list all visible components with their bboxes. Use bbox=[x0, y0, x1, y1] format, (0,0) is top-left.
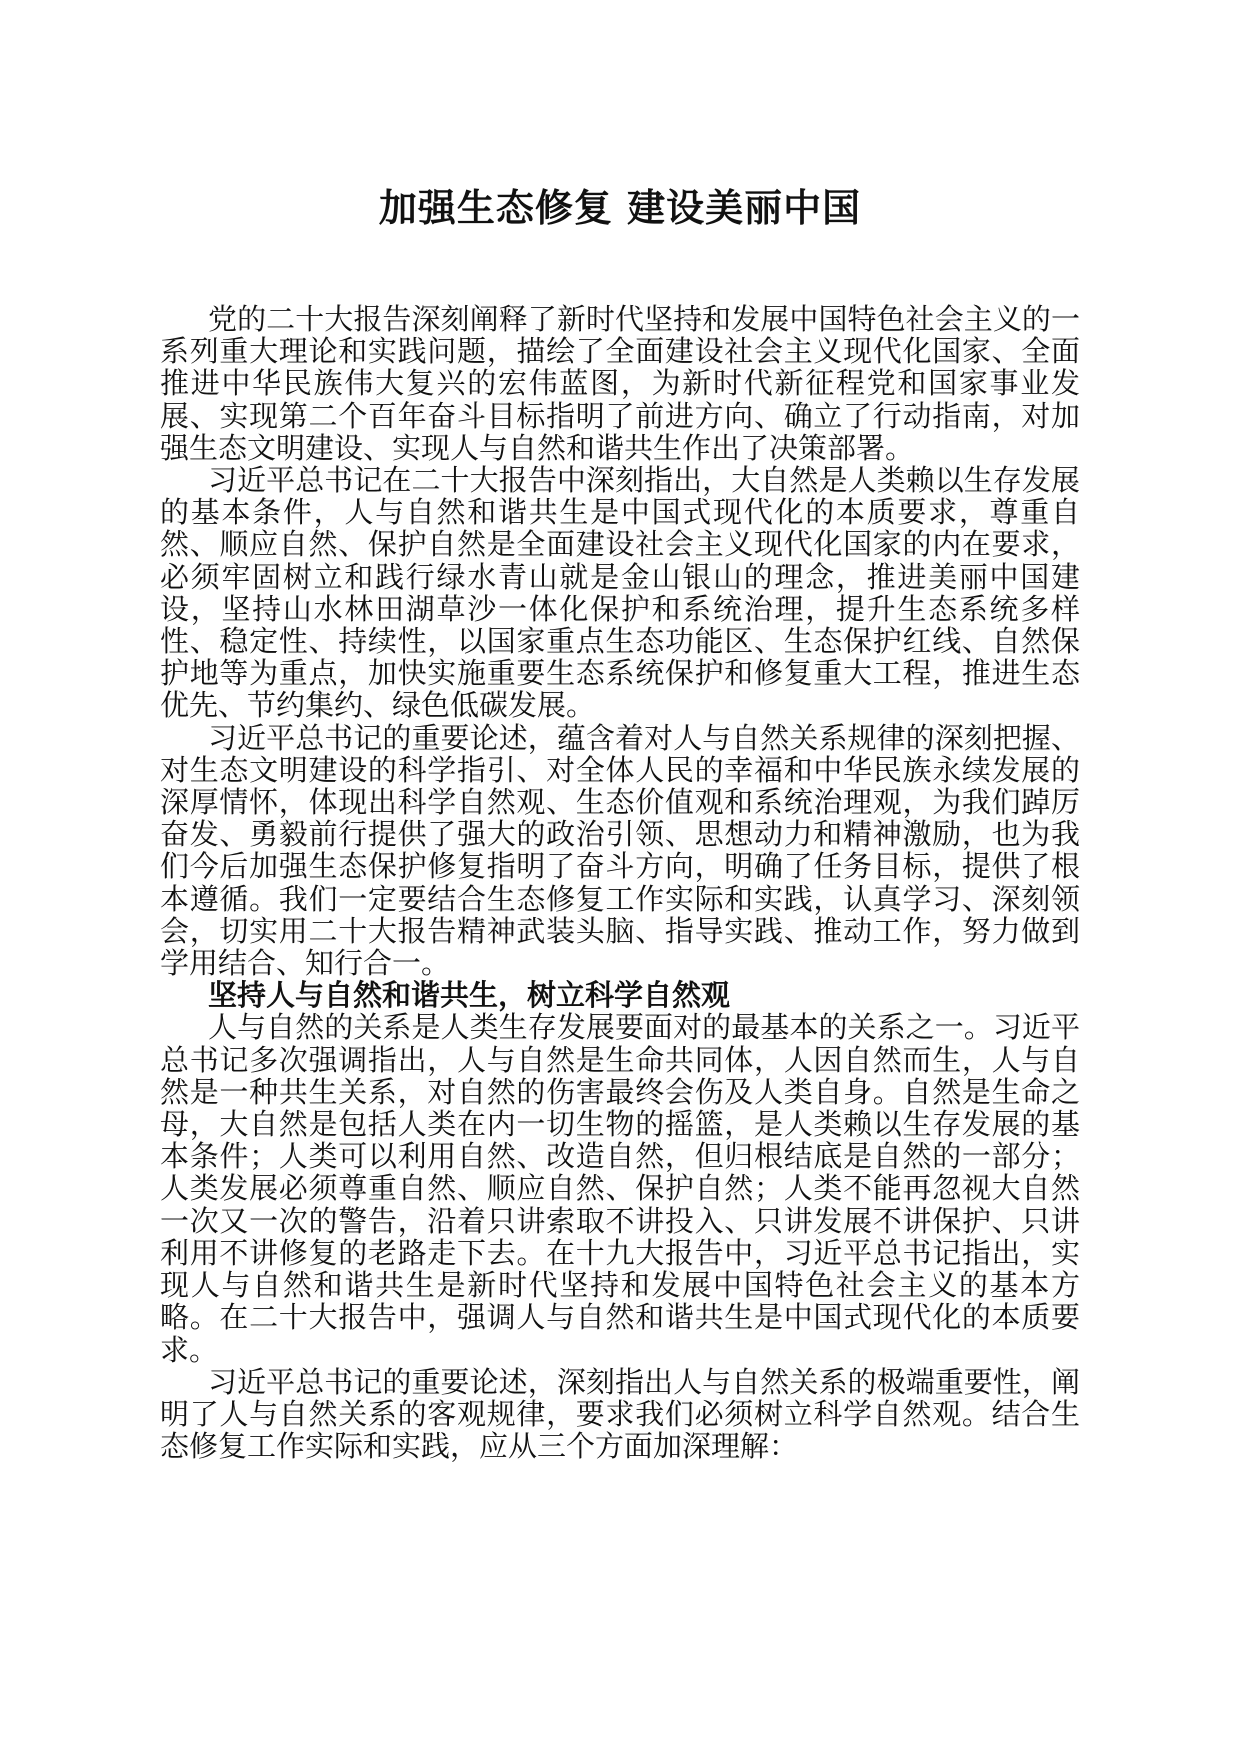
document-body bbox=[160, 303, 1080, 1462]
paragraph-scientific-view: 习近平总书记的重要论述，深刻指出人与自然关系的极端重要性，阐明了人与自然关系的客观规律，要求我们必须树立科学自然观。结合生态修复工作实际和实践，应从三个方面加深理解： bbox=[160, 1364, 1080, 1464]
paragraph-intro: 党的二十大报告深刻阐释了新时代坚持和发展中国特色社会主义的一系列重大理论和实践问题，描绘了全面建设社会主义现代化国家、全面推进中华民族伟大复兴的宏伟蓝图，为新时代新征程党和国家事业发展、实现第二个百年奋斗目标指明了前进方向、确立了行动指南，对加强生态文明建设、实现人与自然和谐共生作出了决策部署。 bbox=[160, 302, 1080, 465]
paragraph-report-summary: 习近平总书记在二十大报告中深刻指出，大自然是人类赖以生存发展的基本条件，人与自然和谐共生是中国式现代化的本质要求，尊重自然、顺应自然、保护自然是全面建设社会主义现代化国家的内在要求，必须牢固树立和践行绿水青山就是金山银山的理念，推进美丽中国建设，坚持山水林田湖草沙一体化保护和系统治理，提升生态系统多样性、稳定性、持续性，以国家重点生态功能区、生态保护红线、自然保护地等为重点，加快实施重要生态系统保护和修复重大工程，推进生态优先、节约集约、绿色低碳发展。 bbox=[160, 463, 1080, 723]
section-heading: 坚持人与自然和谐共生，树立科学自然观 bbox=[208, 978, 731, 1013]
paragraph-significance: 习近平总书记的重要论述，蕴含着对人与自然关系规律的深刻把握、对生态文明建设的科学指引、对全体人民的幸福和中华民族永续发展的深厚情怀，体现出科学自然观、生态价值观和系统治理观，为我们踔厉奋发、勇毅前行提供了强大的政治引领、思想动力和精神激励，也为我们今后加强生态保护修复指明了奋斗方向，明确了任务目标，提供了根本遵循。我们一定要结合生态修复工作实际和实践，认真学习、深刻领会，切实用二十大报告精神武装头脑、指导实践、推动工作，努力做到学用结合、知行合一。 bbox=[160, 720, 1080, 981]
document-title: 加强生态修复 建设美丽中国 bbox=[378, 185, 862, 230]
paragraph-human-nature-relation: 人与自然的关系是人类生存发展要面对的最基本的关系之一。习近平总书记多次强调指出，人与自然是生命共同体，人因自然而生，人与自然是一种共生关系，对自然的伤害最终会伤及人类自身。自然是生命之母，大自然是包括人类在内一切生物的摇篮，是人类赖以生存发展的基本条件；人类可以利用自然、改造自然，但归根结底是自然的一部分；人类发展必须尊重自然、顺应自然、保护自然；人类不能再忽视大自然一次又一次的警告，沿着只讲索取不讲投入、只讲发展不讲保护、只讲利用不讲修复的老路走下去。在十九大报告中，习近平总书记指出，实现人与自然和谐共生是新时代坚持和发展中国特色社会主义的基本方略。在二十大报告中，强调人与自然和谐共生是中国式现代化的本质要求。 bbox=[160, 1010, 1080, 1367]
